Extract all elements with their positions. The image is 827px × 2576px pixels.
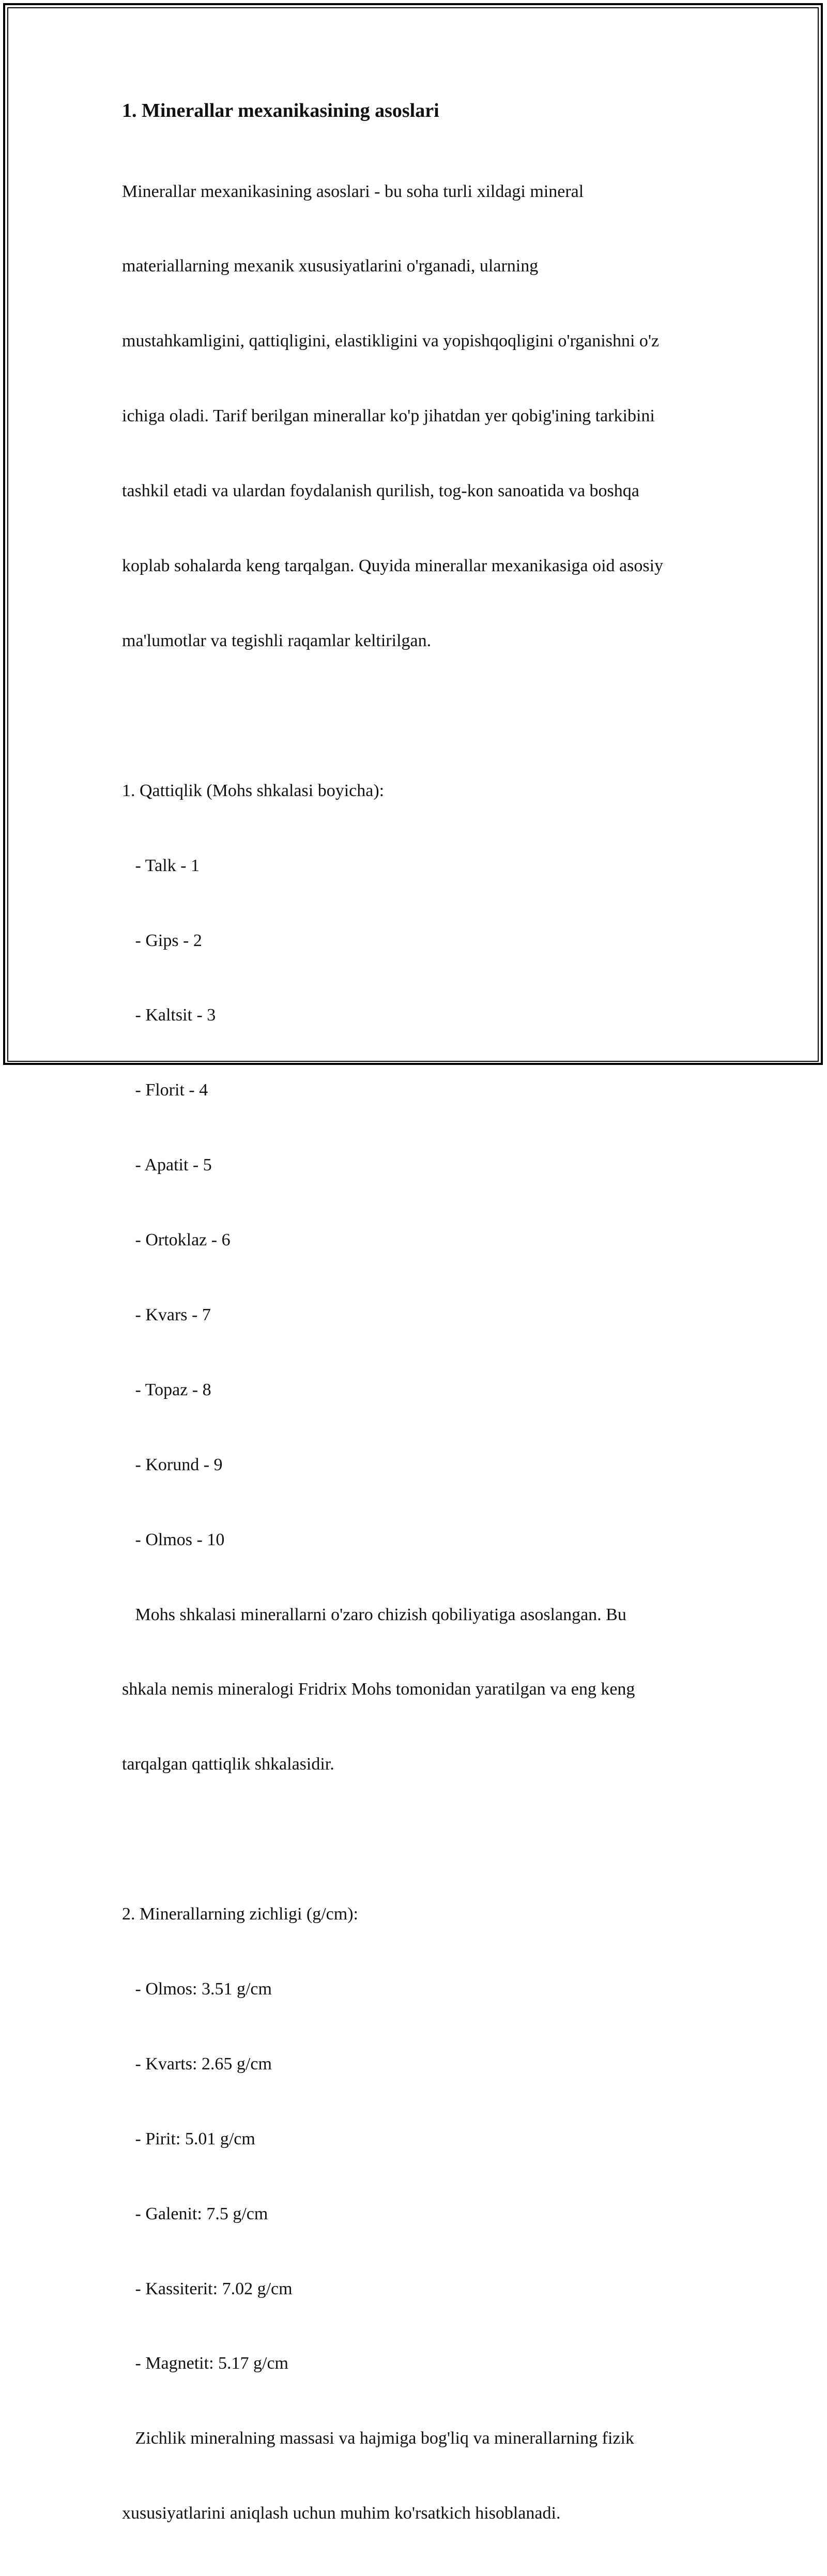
list-item: - Talk - 1 [122, 856, 200, 875]
list-item: - Florit - 4 [122, 1080, 208, 1100]
blank-line [122, 1827, 722, 1852]
list-heading-density: 2. Minerallarning zichligi (g/cm): [122, 1904, 358, 1924]
list-item: - Olmos - 10 [122, 1530, 225, 1549]
text-line: koplab sohalarda keng tarqalgan. Quyida minerallar mexanikasiga oid asosiy [122, 556, 664, 576]
text-line: Mohs shkalasi minerallarni o'zaro chizish qobiliyatiga asoslangan. Bu [122, 1605, 626, 1624]
list-item: - Kassiterit: 7.02 g/cm [122, 2279, 293, 2298]
list-item: - Kvarts: 2.65 g/cm [122, 2054, 272, 2074]
list-item: - Kvars - 7 [122, 1305, 211, 1324]
text-line: shkala nemis mineralogi Fridrix Mohs tomonidan yaratilgan va eng keng [122, 1680, 635, 1699]
list-item: - Galenit: 7.5 g/cm [122, 2204, 268, 2223]
text-line: tarqalgan qattiqlik shkalasidir. [122, 1755, 334, 1774]
list-item: - Pirit: 5.01 g/cm [122, 2129, 255, 2148]
list-item: - Magnetit: 5.17 g/cm [122, 2354, 289, 2373]
list-item: - Apatit - 5 [122, 1155, 212, 1175]
list-item: - Kaltsit - 3 [122, 1005, 216, 1025]
text-line: tashkil etadi va ulardan foydalanish qurilish, tog-kon sanoatida va boshqa [122, 481, 639, 501]
document-text [122, 129, 722, 2576]
blank-line [122, 704, 722, 728]
list-item: - Gips - 2 [122, 931, 202, 950]
list-item: - Ortoklaz - 6 [122, 1230, 231, 1250]
list-heading-hardness: 1. Qattiqlik (Mohs shkalasi boyicha): [122, 781, 385, 800]
section-heading: 1. Minerallar mexanikasining asoslari [122, 100, 439, 121]
text-line: xususiyatlarini aniqlash uchun muhim ko'rsatkich hisoblanadi. [122, 2504, 561, 2523]
text-line: mustahkamligini, qattiqligini, elastikligini va yopishqoqligini o'rganishni o'z [122, 331, 660, 351]
list-item: - Olmos: 3.51 g/cm [122, 1979, 272, 1999]
text-line: Minerallar mexanikasining asoslari - bu soha turli xildagi mineral [122, 181, 584, 201]
document-body [122, 96, 722, 2576]
text-line: Zichlik mineralning massasi va hajmiga bog'liq va minerallarning fizik [122, 2429, 634, 2448]
list-item: - Korund - 9 [122, 1455, 223, 1474]
text-line: ma'lumotlar va tegishli raqamlar keltirilgan. [122, 631, 432, 650]
list-item: - Topaz - 8 [122, 1380, 211, 1399]
text-line: ichiga oladi. Tarif berilgan minerallar ko'p jihatdan yer qobig'ining tarkibini [122, 406, 655, 426]
text-line: materiallarning mexanik xususiyatlarini o'rganadi, ularning [122, 256, 539, 276]
